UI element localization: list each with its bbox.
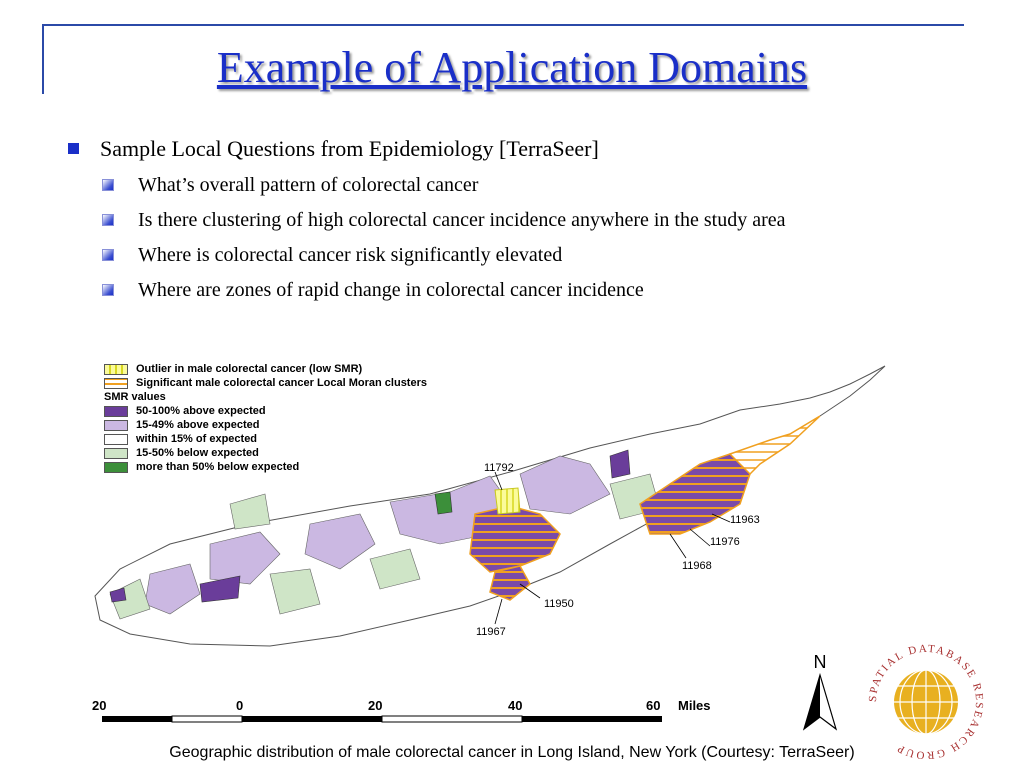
map-legend (104, 362, 427, 474)
outlier-swatch (104, 364, 128, 375)
sub-bullet (68, 242, 948, 269)
main-bullet-text: Sample Local Questions from Epidemiology [TerraSeer] (100, 136, 599, 161)
sub-bullet-text: Where is colorectal cancer risk significantly elevated (138, 244, 563, 266)
bullet-list (68, 136, 948, 312)
outlier-11792 (495, 488, 520, 514)
zip-label-11792: 11792 (484, 462, 514, 474)
legend-class-label: 50-100% above expected (136, 405, 266, 417)
scale-tick-label: 20 (368, 698, 383, 713)
legend-class-label: 15-49% above expected (136, 419, 260, 431)
main-bullet (68, 136, 948, 162)
frame-top-line (42, 24, 964, 26)
cluster-swatch (104, 378, 128, 389)
north-arrow (800, 652, 840, 732)
north-arrow-icon (800, 673, 840, 731)
zip-label-11968: 11968 (682, 560, 712, 572)
scale-bar (92, 698, 711, 730)
class-swatch (104, 406, 128, 417)
bullet-square-icon (68, 143, 79, 154)
bullet-square-icon (102, 284, 114, 296)
legend-class-label: within 15% of expected (136, 433, 258, 445)
scale-tick-label: 60 (646, 698, 661, 713)
sub-bullet (68, 207, 948, 234)
legend-clusters-label: Significant male colorectal cancer Local Moran clusters (136, 377, 427, 389)
legend-class (104, 418, 427, 432)
north-label: N (813, 652, 827, 672)
sub-bullet-text: Is there clustering of high colorectal cancer incidence anywhere in the study area (138, 209, 786, 231)
class-swatch (104, 434, 128, 445)
legend-smr-heading (104, 390, 427, 404)
seal-text: SPATIAL DATABASE RESEARCH GROUP (866, 642, 986, 762)
zip-label-11967: 11967 (476, 626, 506, 638)
scale-unit-label: Miles (678, 698, 711, 713)
bullet-square-icon (102, 214, 114, 226)
sub-bullet-text: Where are zones of rapid change in colorectal cancer incidence (138, 279, 644, 301)
legend-class-label: more than 50% below expected (136, 461, 300, 473)
figure-caption: Geographic distribution of male colorectal cancer in Long Island, New York (Courtesy: TerraSeer) (169, 744, 855, 761)
legend-outlier-label: Outlier in male colorectal cancer (low SMR) (136, 363, 363, 375)
scale-tick-label: 0 (236, 698, 244, 713)
bullet-square-icon (102, 179, 114, 191)
zip-label-11963: 11963 (730, 514, 760, 526)
scale-tick-label: 40 (508, 698, 523, 713)
class-swatch (104, 448, 128, 459)
sub-bullet (68, 277, 948, 304)
zip-label-11950: 11950 (544, 598, 574, 610)
legend-class-label: 15-50% below expected (136, 447, 259, 459)
legend-outlier (104, 362, 427, 376)
legend-clusters (104, 376, 427, 390)
legend-class (104, 404, 427, 418)
class-swatch (104, 462, 128, 473)
scale-bar-graphic (92, 714, 672, 730)
sub-bullet-text: What’s overall pattern of colorectal cancer (138, 174, 479, 196)
legend-class (104, 460, 427, 474)
scale-tick-label: 20 (92, 698, 107, 713)
legend-class (104, 446, 427, 460)
slide-title: Example of Application Domains (216, 43, 808, 92)
class-swatch (104, 420, 128, 431)
zip-label-11976: 11976 (710, 536, 740, 548)
legend-smr-heading-label: SMR values (104, 391, 166, 403)
legend-class (104, 432, 427, 446)
sub-bullet (68, 172, 948, 199)
bullet-square-icon (102, 249, 114, 261)
